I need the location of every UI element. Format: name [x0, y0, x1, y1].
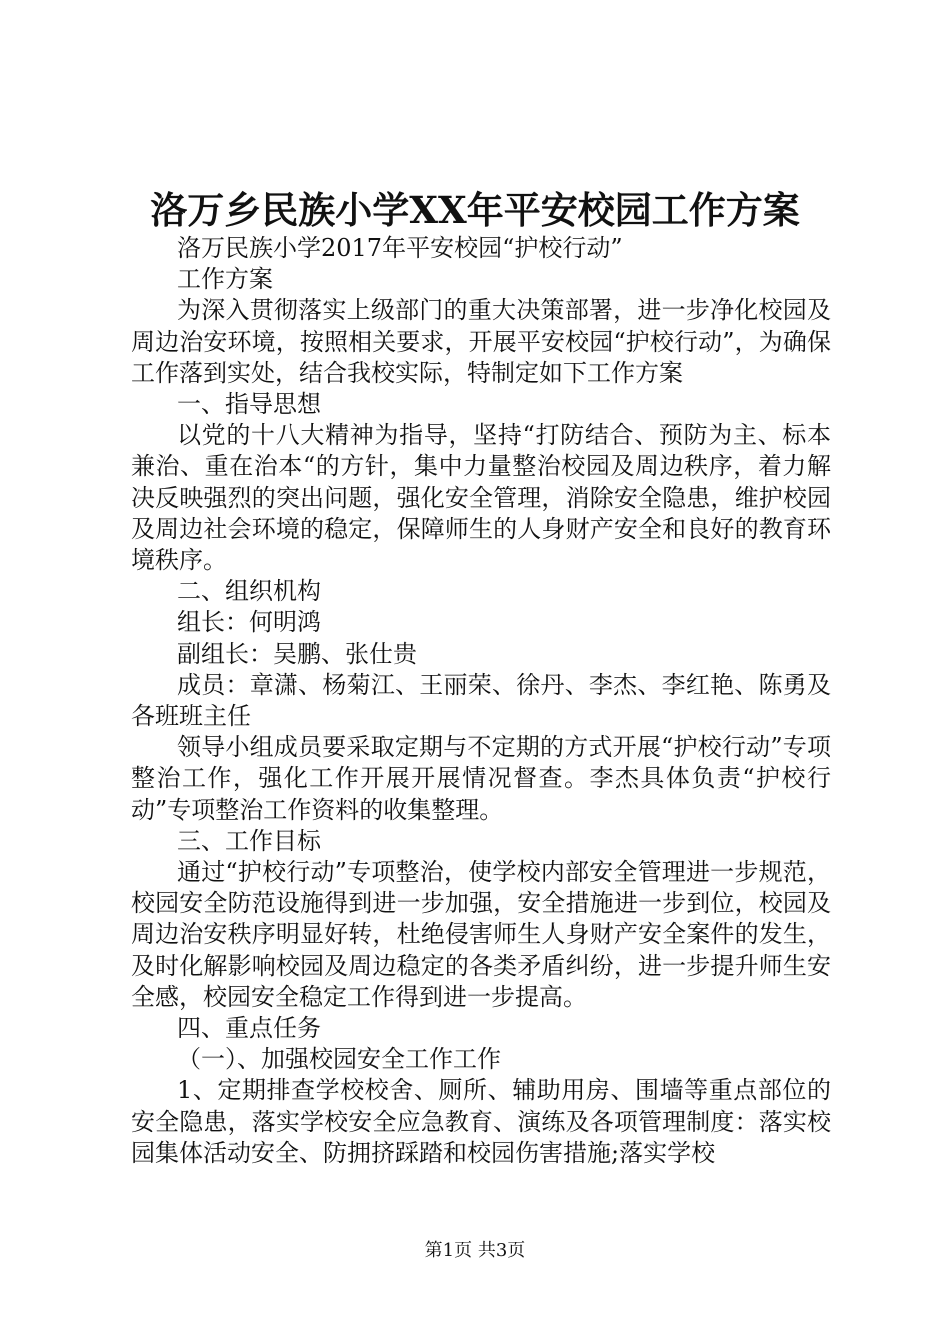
body-paragraph: 组长：何明鸿 — [177, 608, 321, 637]
page-footer: 第1页 共3页 — [424, 1240, 526, 1261]
document-title: 洛万乡民族小学XX年平安校园工作方案 — [150, 188, 800, 232]
section-heading: 三、工作目标 — [177, 826, 321, 855]
body-paragraph: 为深入贯彻落实上级部门的重大决策部署，进一步净化校园及周边治安环境，按照相关要求，开展平安校园“护校行动”，为确保工作落到实处，结合我校实际，特制定如下工作方案 — [131, 296, 831, 387]
body-paragraph: 领导小组成员要采取定期与不定期的方式开展“护校行动”专项整治工作，强化工作开展开展情况督查。李杰具体负责“护校行动”专项整治工作资料的收集整理。 — [131, 733, 831, 824]
section-heading: 四、重点任务 — [177, 1014, 321, 1043]
body-paragraph: 成员：章潇、杨菊江、王丽荣、徐丹、李杰、李红艳、陈勇及各班班主任 — [131, 670, 831, 731]
document-body — [131, 233, 831, 1169]
body-paragraph: 1、定期排查学校校舍、厕所、辅助用房、围墙等重点部位的安全隐患，落实学校安全应急教育、演练及各项管理制度：落实校园集体活动安全、防拥挤踩踏和校园伤害措施;落实学校 — [131, 1076, 831, 1167]
section-heading: 二、组织机构 — [177, 577, 321, 606]
subtitle-line: 洛万民族小学2017年平安校园“护校行动” — [177, 234, 623, 262]
body-paragraph: 以党的十八大精神为指导，坚持“打防结合、预防为主、标本兼治、重在治本“的方针，集中力量整治校园及周边秩序，着力解决反映强烈的突出问题，强化安全管理，消除安全隐患，维护校园及周边社会环境的稳定，保障师生的人身财产安全和良好的教育环境秩序。 — [131, 421, 831, 575]
subsection-heading: （一）、加强校园安全工作工作 — [177, 1045, 501, 1074]
body-paragraph: 副组长：吴鹏、张仕贵 — [177, 639, 417, 668]
body-paragraph: 通过“护校行动”专项整治，使学校内部安全管理进一步规范，校园安全防范设施得到进一步加强，安全措施进一步到位，校园及周边治安秩序明显好转，杜绝侵害师生人身财产安全案件的发生，及时化解影响校园及周边稳定的各类矛盾纠纷，进一步提升师生安全感，校园安全稳定工作得到进一步提高。 — [131, 858, 831, 1011]
section-heading: 一、指导思想 — [177, 390, 321, 419]
subtitle-line: 工作方案 — [177, 265, 273, 294]
